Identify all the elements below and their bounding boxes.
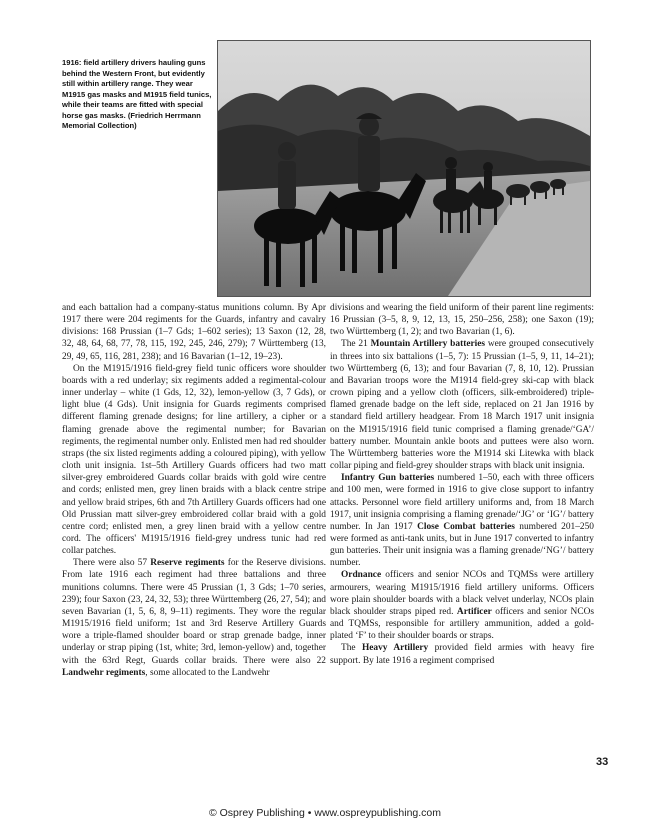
photograph [217,40,591,297]
paragraph: There were also 57 Reserve regiments for the Reserve divisions. From late 1916 each regiment had three battalions and three munitions columns. There were 45 Prussian (1, 3 Gds; 1–70 series, 239); four Saxon (23, 24, 32, 53); three Württemberg (26, 27, 54); and seven Bavarian (1, 5, 6, 8, 9–11) regiments. They wore the regular M1915/1916 field uniform; 1st and 3rd Reserve Artillery Guards wore a triple-flamed shoulder board or strap grenade badge, inner underlay or strap piping (1st, white; 3rd, lemon-yellow) and, together with the 63rd Regt, Guards collar braids. There were also 22 Landwehr regiments, some allocated to the Landwehr [62,558,326,678]
bold-term: Artificer [456,606,492,617]
bold-term: Close Combat batteries [417,521,515,532]
paragraph: Infantry Gun batteries numbered 1–50, each with three officers and 100 men, were formed in 1916 to give close support to infantry attacks. Personnel wore field artillery uniforms and, from 18 March 1917, unit insignia comprising a flaming grenade/‘JG’ or ‘IG’/ battery number. In Jan 1917 Close Combat batteries numbered 201–250 were formed as anti-tank units, but in June 1917 converted to infantry gun batteries. Their unit insignia was a flaming grenade/‘NG’/ battery number. [330,473,594,569]
paragraph: Ordnance officers and senior NCOs and TQMSs were artillery armourers, wearing M1915/1916 field artillery uniforms. Officers wore plain shoulder boards with a black velvet underlay, NCOs plain black shoulder straps piped red. Artificer officers and senior NCOs and TQMSs, responsible for artillery ammunition, added a gold-plated ‘F’ to their shoulder boards or straps. [330,570,594,642]
bold-term: Infantry Gun batteries [341,473,435,484]
footer-copyright: © Osprey Publishing • www.ospreypublishing.com [208,807,441,819]
photo-caption: 1916: field artillery drivers hauling guns behind the Western Front, but evidently still within artillery range. They wear M1915 gas masks and M1915 field tunics, while their teams are fitted with special horse gas masks. (Friedrich Herrmann Memorial Collection) [62,58,212,130]
paragraph: On the M1915/1916 field-grey field tunic officers wore shoulder boards with a red underlay; six regiments added a regimental-colour inner underlay – white (1 Gds, 12, 32), lemon-yellow (3, 7 Gds), or light blue (4 Gds). Unit insignia for Guards regiments comprised different flaming grenade designs; for line artillery, a cipher or a flaming grenade above the regimental number; for Bavarian regiments, the regimental number only. Enlisted men had red shoulder straps (the six listed regiments adding a coloured piping), with yellow cloth unit insignia. 1st–5th Artillery Guards officers had two matt silver-grey embroidered Guards collar braids with gold wire centre and cords; enlisted men, grey linen braids with a black centre stripe and yellow braid stripes, 6th and 7th Artillery Guards officers had one Old Prussian matt silver-grey embroidered collar braid with a gold centre cord; enlisted men, a grey linen braid with a yellow centre cord. The officers' M1915/1916 field-grey undress tunic had red collar patches. [62,363,326,557]
paragraph: divisions and wearing the field uniform of their parent line regiments: 16 Prussian (3–5, 8, 9, 12, 13, 15, 250–256, 258); one Saxon (19); two Württemberg (1, 2); and two Bavarian (1, 6). [330,303,594,338]
paragraph: The 21 Mountain Artillery batteries were grouped consecutively in threes into six battalions (1–5, 7): 15 Prussian (1–5, 9, 11, 14–21); two Württemberg (6, 13); and four Bavarian (7, 8, 10, 12). Prussian and Bavarian troops wore the M1914 field-grey ski-cap with black crown piping and a yellow cloth (officers, silk-embroidered) triple-flamed grenade badge on the left side, replaced on 21 Jan 1916 by standard field artillery headgear. From 18 March 1917 unit insignia on the M1915/1916 field tunic comprised a flaming grenade/‘GA’/ battery number. Mountain ankle boots and puttees were also worn. The Württemberg batteries wore the M1914 ski Litewka with black collar piping and field-grey shoulder straps with black unit insignia. [330,339,594,472]
bold-term: Landwehr regiments [62,667,146,678]
bold-term: Reserve regiments [150,558,225,569]
bold-term: Heavy Artillery [361,643,429,654]
paragraph: and each battalion had a company-status munitions column. By Apr 1917 there were 204 regiments for the Guards, infantry and cavalry divisions: 168 Prussian (1–7 Gds; 1–602 series); 13 Saxon (12, 28, 32, 48, 64, 68, 77, 78, 115, 192, 245, 246, 279); 7 Württemberg (13, 29, 49, 65, 116, 281, 238); and 16 Bavarian (1–12, 19–23). [62,303,326,362]
photograph-horse-drivers-icon [218,41,590,296]
left-column [62,302,326,679]
paragraph: The Heavy Artillery provided field armies with heavy fire support. By late 1916 a regiment comprised [330,643,594,666]
page-number: 33 [596,756,609,768]
bold-term: Mountain Artillery batteries [370,339,486,350]
bold-term: Ordnance [341,570,382,581]
right-column [330,302,594,667]
